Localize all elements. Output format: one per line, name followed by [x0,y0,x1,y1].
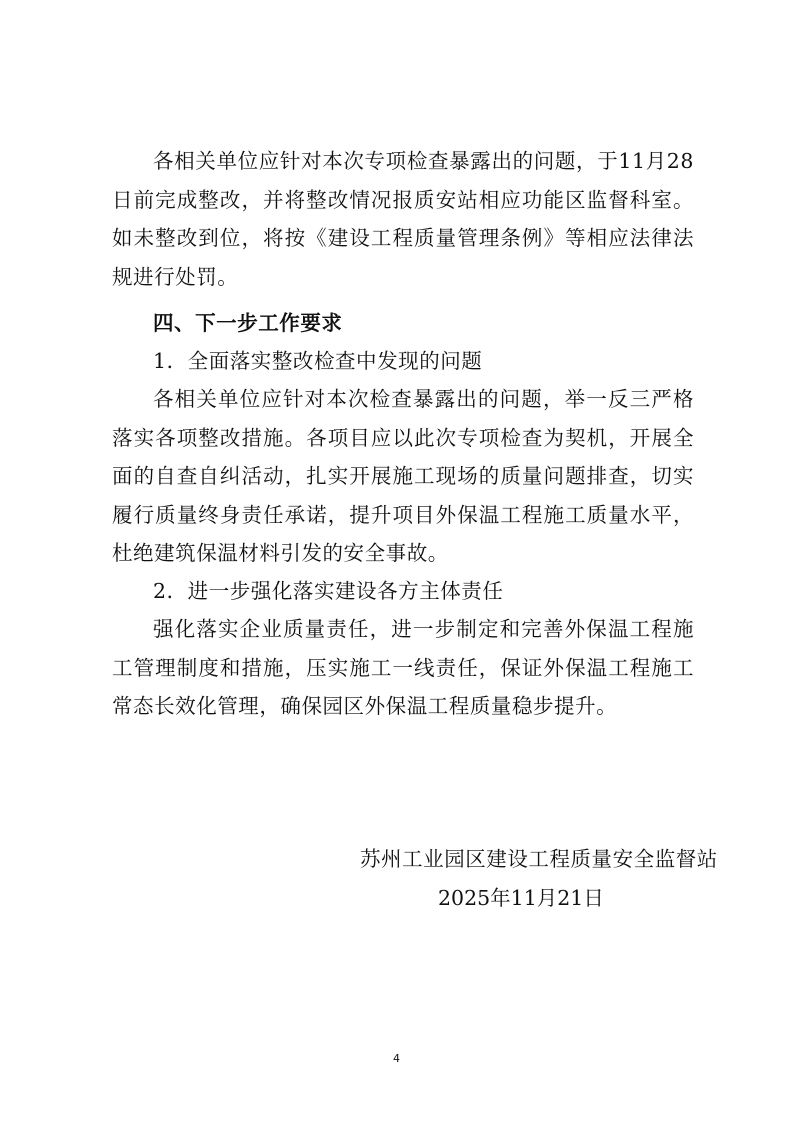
item-one-heading: 1．全面落实整改检查中发现的问题 [153,349,483,373]
issue-date: 2025年11月21日 [438,886,604,910]
issuer-signature: 苏州工业园区建设工程质量安全监督站 [360,847,718,871]
rectification-deadline-paragraph: 各相关单位应针对本次专项检查暴露出的问题，于11月28日前完成整改，并将整改情况报质安站相应功能区监督科室。如未整改到位，将按《建设工程质量管理条例》等相应法律法规进行处罚。 [112,149,694,289]
section-four-heading: 四、下一步工作要求 [153,311,343,335]
page-number: 4 [393,1052,400,1065]
item-two-body-paragraph: 强化落实企业质量责任，进一步制定和完善外保温工程施工管理制度和措施，压实施工一线责任，保证外保温工程施工常态长效化管理，确保园区外保温工程质量稳步提升。 [112,617,694,718]
item-one-body-paragraph: 各相关单位应针对本次检查暴露出的问题，举一反三严格落实各项整改措施。各项目应以此次专项检查为契机，开展全面的自查自纠活动，扎实开展施工现场的质量问题排查，切实履行质量终身责任承诺，提升项目外保温工程施工质量水平，杜绝建筑保温材料引发的安全事故。 [112,387,694,565]
item-two-heading: 2．进一步强化落实建设各方主体责任 [153,579,504,603]
